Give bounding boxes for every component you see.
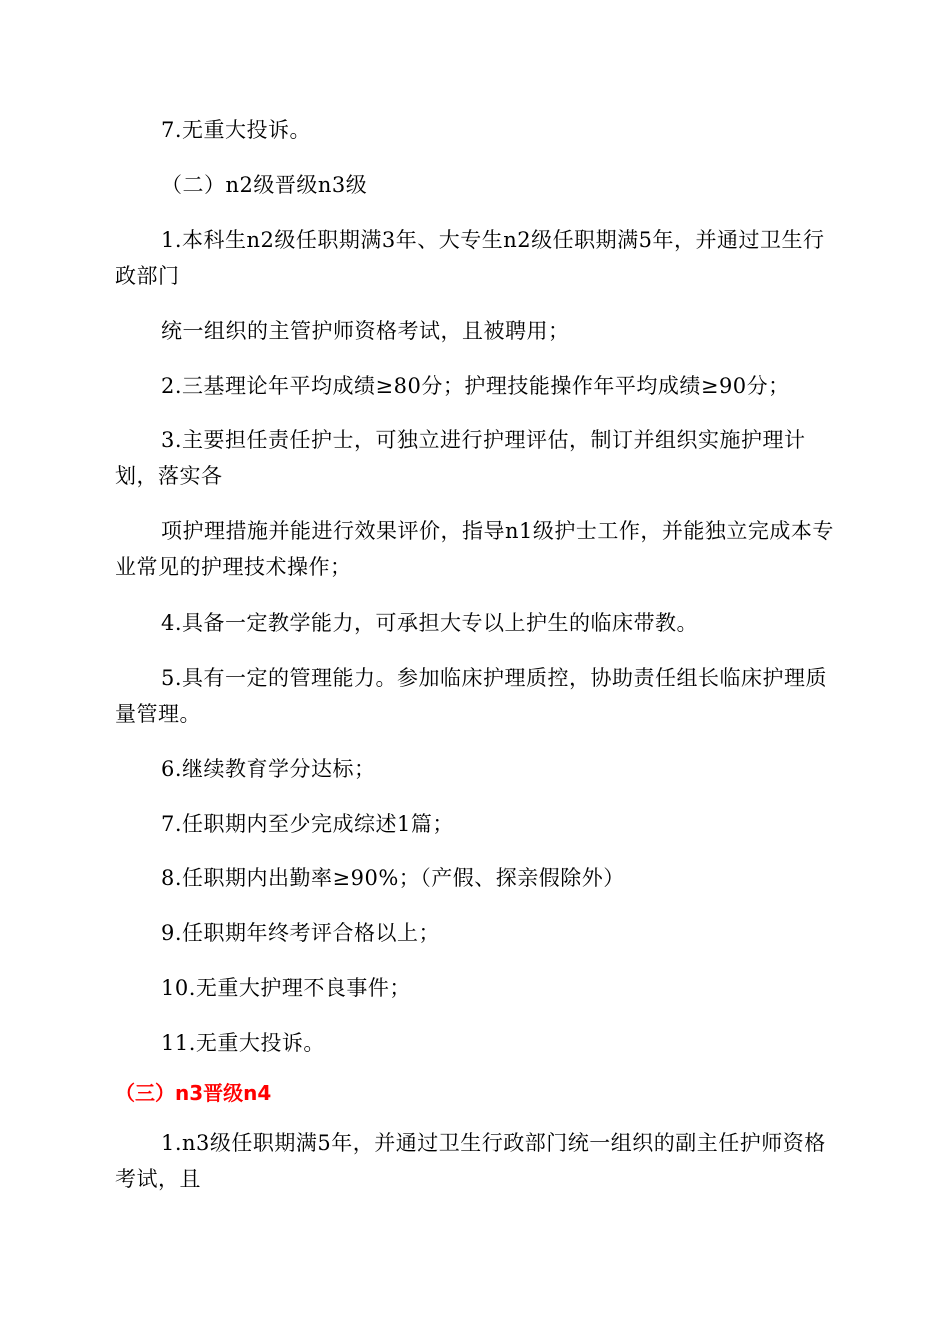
paragraph-2: 1.本科生n2级任职期满3年、大专生n2级任职期满5年，并通过卫生行政部门 — [115, 228, 825, 288]
paragraph-5: 3.主要担任责任护士，可独立进行护理评估，制订并组织实施护理计划，落实各 — [115, 428, 806, 488]
paragraph-13: 10.无重大护理不良事件； — [161, 976, 411, 1000]
paragraph-10: 7.任职期内至少完成综述1篇； — [161, 812, 454, 836]
subsection-heading: （二）n2级晋级n3级 — [161, 173, 368, 197]
paragraph-9: 6.继续教育学分达标； — [161, 757, 376, 781]
paragraph-1: 7.无重大投诉。 — [161, 118, 312, 142]
paragraph-12: 9.任职期年终考评合格以上； — [161, 921, 441, 945]
paragraph-14: 11.无重大投诉。 — [161, 1031, 325, 1055]
paragraph-3: 统一组织的主管护师资格考试，且被聘用； — [161, 319, 570, 343]
paragraph-7: 4.具备一定教学能力，可承担大专以上护生的临床带教。 — [161, 611, 699, 635]
paragraph-6: 项护理措施并能进行效果评价，指导n1级护士工作，并能独立完成本专业常见的护理技术操作； — [115, 519, 834, 579]
paragraph-4: 2.三基理论年平均成绩≥80分；护理技能操作年平均成绩≥90分； — [161, 374, 790, 398]
paragraph-8: 5.具有一定的管理能力。参加临床护理质控，协助责任组长临床护理质量管理。 — [115, 666, 828, 726]
paragraph-final: 1.n3级任职期满5年，并通过卫生行政部门统一组织的副主任护师资格考试，且 — [115, 1131, 826, 1191]
section-heading: （三）n3晋级n4 — [115, 1081, 272, 1105]
paragraph-11: 8.任职期内出勤率≥90%；（产假、探亲假除外） — [161, 866, 625, 890]
